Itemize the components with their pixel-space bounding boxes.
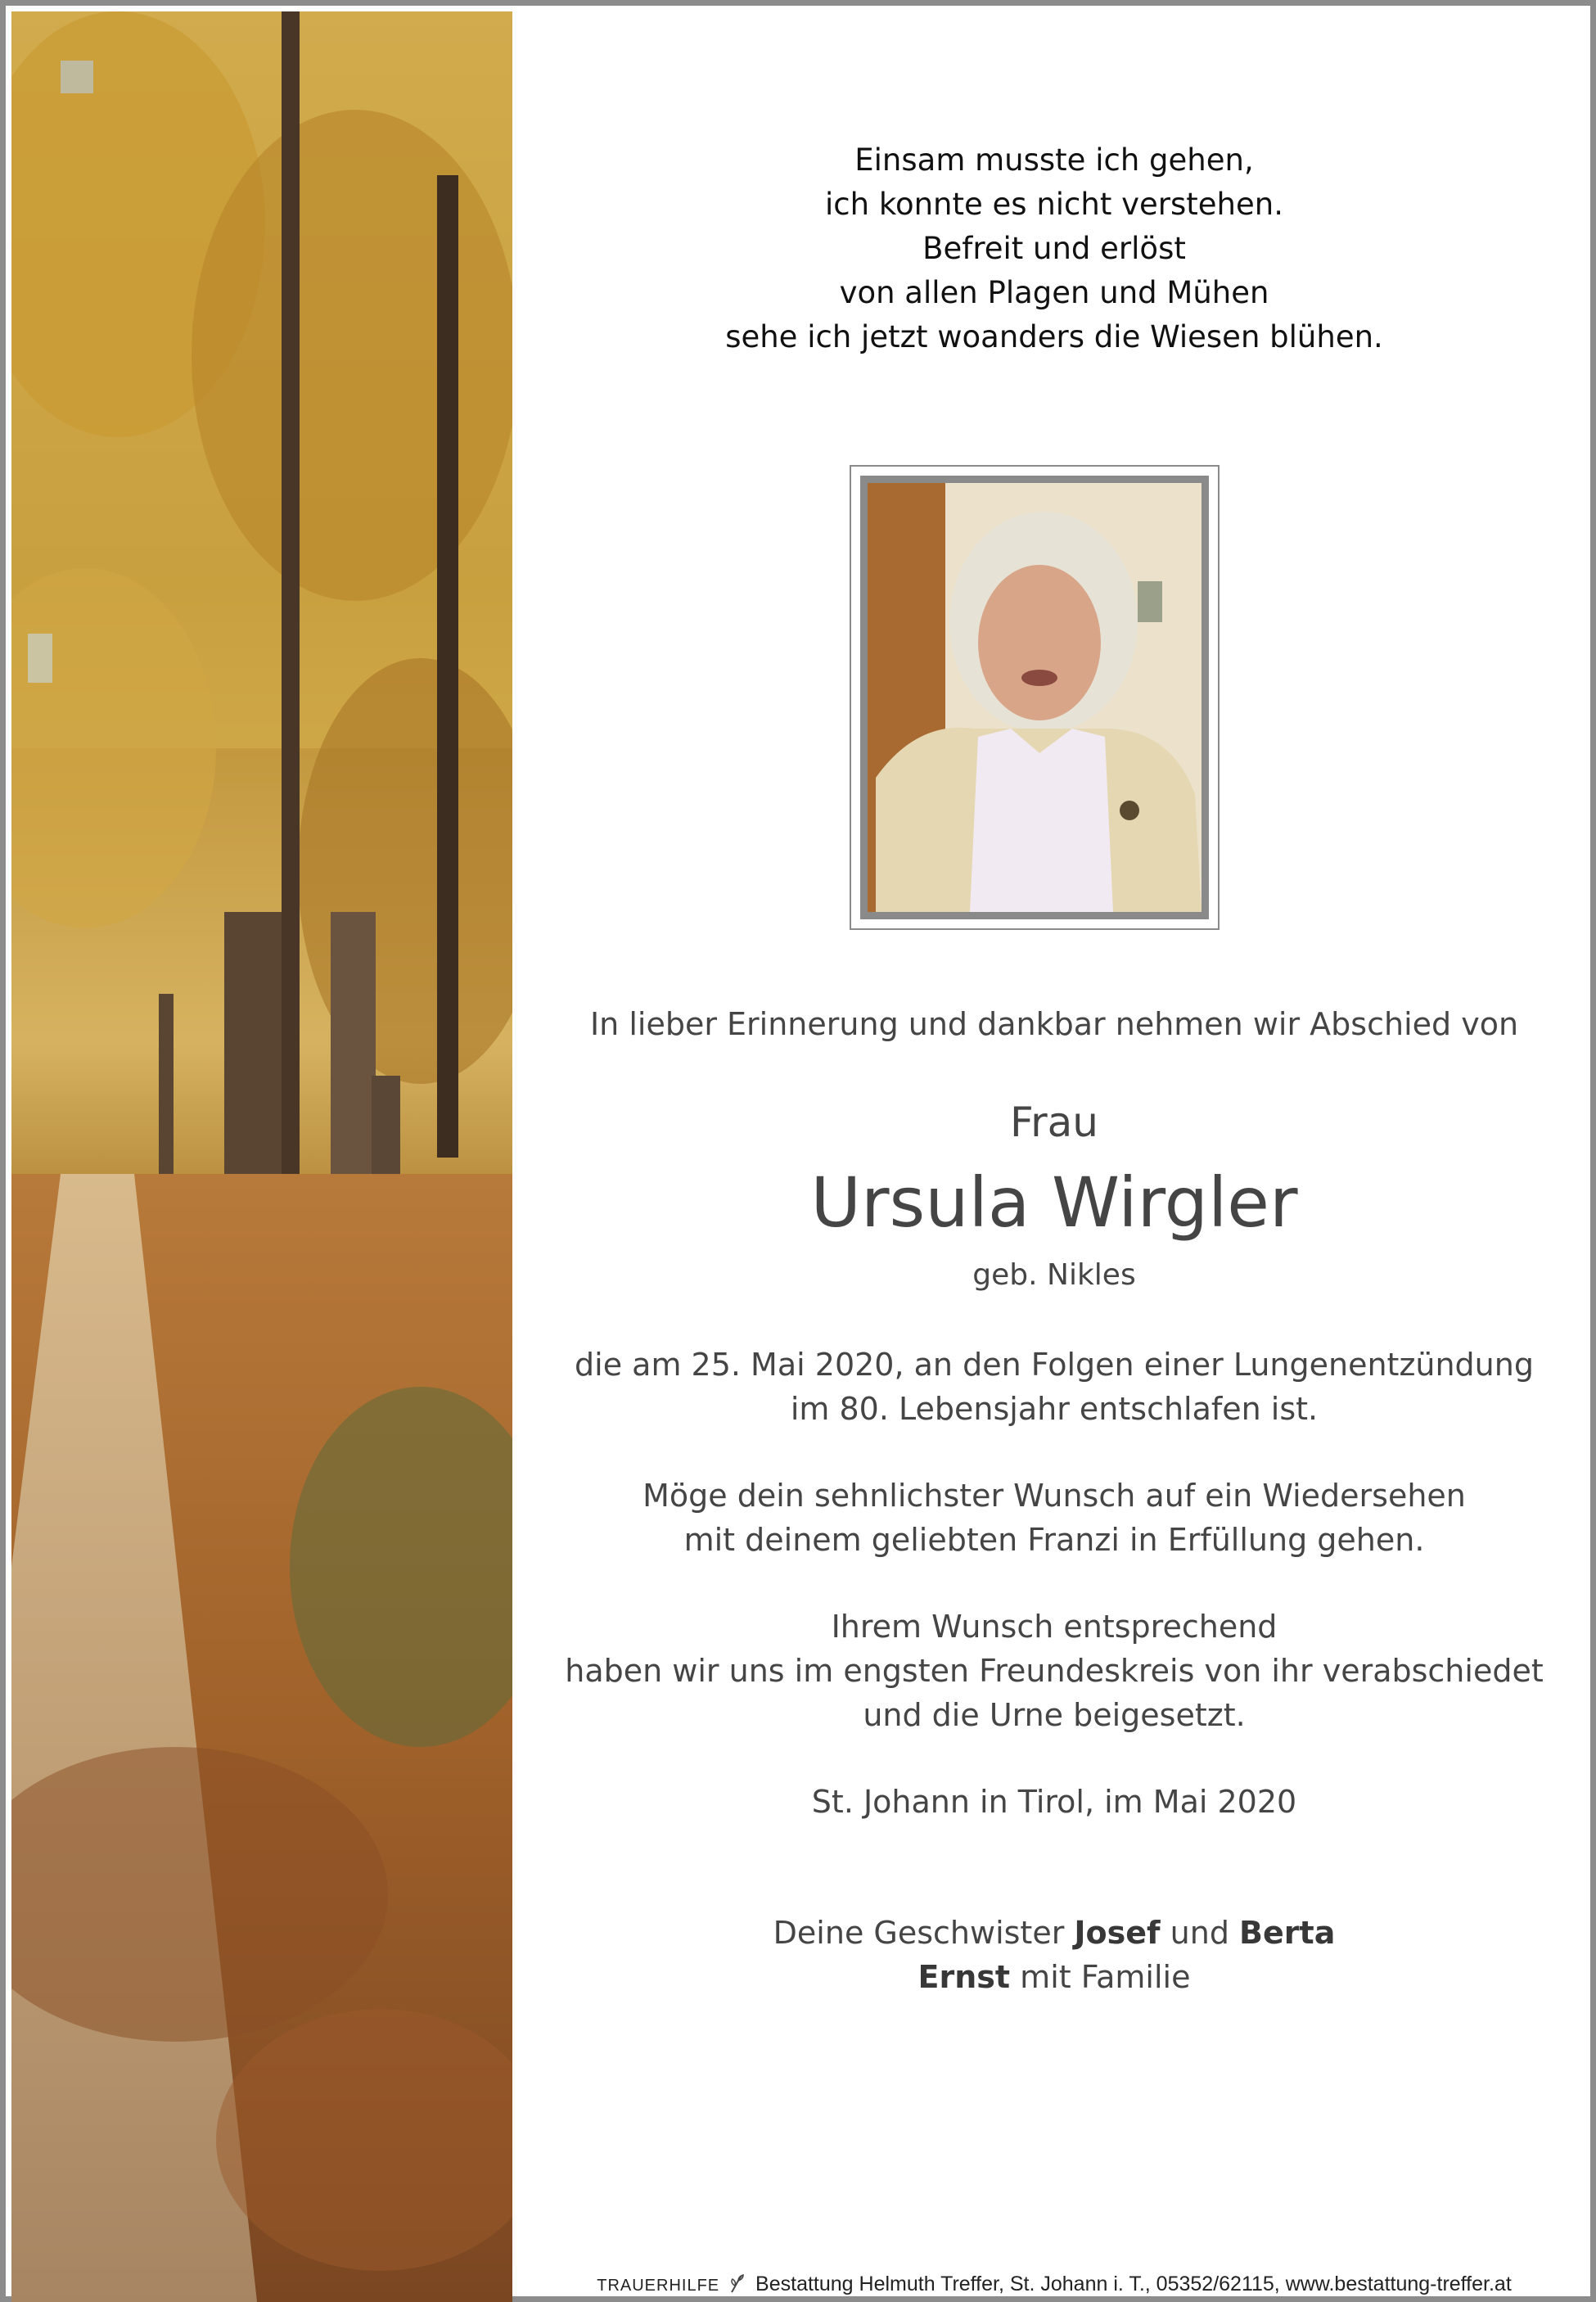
- portrait-frame: [850, 465, 1220, 930]
- footer: [512, 2273, 1596, 2296]
- footer-text: Bestattung Helmuth Treffer, St. Johann i. T., 05352/62115, www.bestattung-treffer.at: [755, 2273, 1512, 2295]
- paragraph-line: mit deinem geliebten Franzi in Erfüllung gehen.: [683, 1522, 1425, 1558]
- mourner-name: Josef: [1074, 1915, 1161, 1951]
- mourner-name: Ernst: [917, 1959, 1011, 1995]
- poem-line: Einsam musste ich gehen,: [854, 142, 1254, 178]
- signature-line-1: [512, 1911, 1596, 1955]
- paragraph-line: im 80. Lebensjahr entschlafen ist.: [790, 1391, 1319, 1427]
- signature-line-2: [512, 1955, 1596, 1999]
- portrait-photo: [860, 476, 1209, 919]
- poem-line: ich konnte es nicht verstehen.: [825, 187, 1283, 222]
- paragraph-line: haben wir uns im engsten Freundeskreis von ihr verabschiedet: [565, 1653, 1544, 1689]
- paragraph-line: und die Urne beigesetzt.: [863, 1697, 1246, 1733]
- poem-line: Befreit und erlöst: [922, 231, 1186, 266]
- signature-conjunction: und: [1160, 1915, 1240, 1951]
- poem: [512, 138, 1596, 359]
- mourners-signature: [512, 1911, 1596, 1999]
- autumn-forest-path-photo: [11, 11, 512, 2302]
- poem-line: sehe ich jetzt woanders die Wiesen blühen.: [725, 319, 1383, 354]
- poem-line: von allen Plagen und Mühen: [839, 275, 1269, 310]
- mourner-name: Berta: [1239, 1915, 1336, 1951]
- death-notice-paragraph: [512, 1343, 1596, 1431]
- intro-text: In lieber Erinnerung und dankbar nehmen wir Abschied von: [589, 1006, 1519, 1042]
- deceased-name: Ursula Wirgler: [810, 1162, 1298, 1243]
- wish-paragraph: [512, 1474, 1596, 1562]
- maiden-name: geb. Nikles: [972, 1258, 1136, 1292]
- leaf-logo-icon: [728, 2273, 746, 2294]
- signature-prefix: Deine Geschwister: [773, 1915, 1075, 1951]
- signature-suffix: mit Familie: [1010, 1959, 1191, 1995]
- place-date: St. Johann in Tirol, im Mai 2020: [811, 1784, 1297, 1820]
- paragraph-line: die am 25. Mai 2020, an den Folgen einer Lungenentzündung: [575, 1347, 1534, 1383]
- farewell-paragraph: [512, 1605, 1596, 1737]
- obituary-content: [512, 11, 1596, 2302]
- salutation: Frau: [1009, 1099, 1098, 1146]
- paragraph-line: Ihrem Wunsch entsprechend: [831, 1609, 1278, 1645]
- footer-brand: TRAUERHILFE: [597, 2277, 720, 2295]
- paragraph-line: Möge dein sehnlichster Wunsch auf ein Wiedersehen: [642, 1478, 1466, 1514]
